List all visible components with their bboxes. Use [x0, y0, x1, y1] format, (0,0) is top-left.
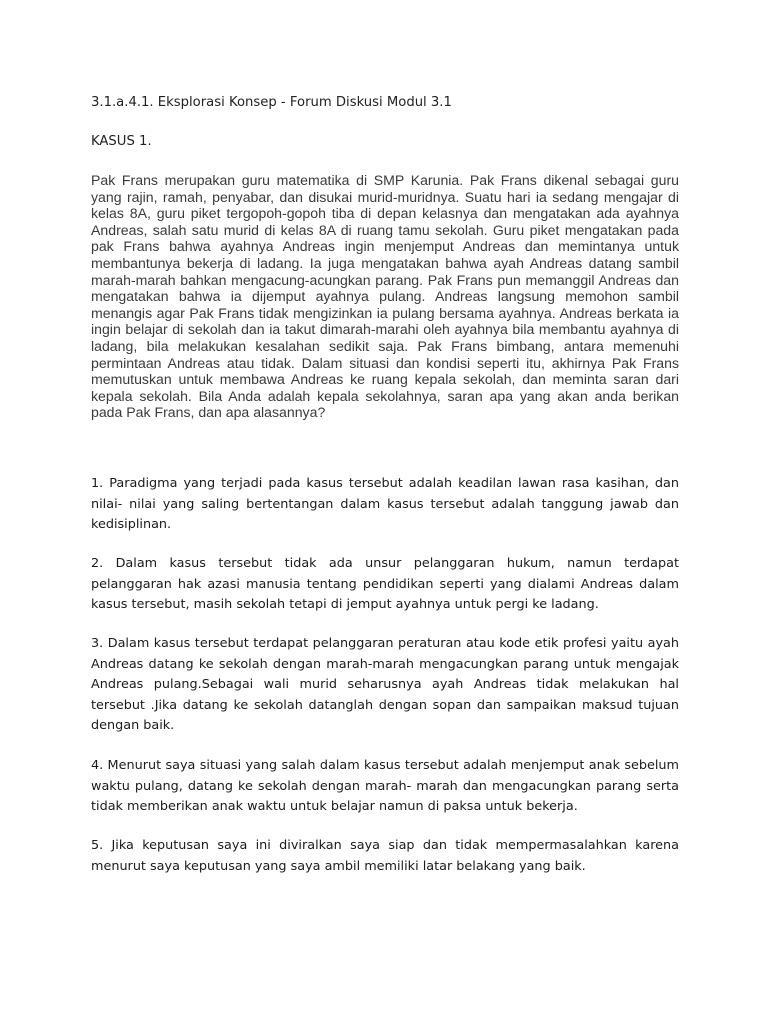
answer-paragraph-2: 2. Dalam kasus tersebut tidak ada unsur pelanggaran hukum, namun terdapat pelanggaran hak azasi manusia tentang pendidikan seperti yang dialami Andreas dalam kasus tersebut, masih sekolah tetapi di jemput ayahnya untuk pergi ke ladang.	[91, 556, 679, 613]
case-description: Pak Frans merupakan guru matematika di SMP Karunia. Pak Frans dikenal sebagai guru yang rajin, ramah, penyabar, dan disukai murid-muridnya. Suatu hari ia sedang mengajar di kelas 8A, guru piket tergopoh-gopoh tiba di depan kelasnya dan mengatakan ada ayahnya Andreas, salah satu murid di kelas 8A di ruang tamu sekolah. Guru piket mengatakan pada pak Frans bahwa ayahnya Andreas ingin menjemput Andreas dan memintanya untuk membantunya bekerja di ladang. Ia juga mengatakan bahwa ayah Andreas datang sambil marah-marah bahkan mengacung-acungkan parang. Pak Frans pun memanggil Andreas dan mengatakan bahwa ia dijemput ayahnya pulang. Andreas langsung memohon sambil menangis agar Pak Frans tidak mengizinkan ia pulang bersama ayahnya. Andreas berkata ia ingin belajar di sekolah dan ia takut dimarah-marahi oleh ayahnya bila membantu ayahnya di ladang, bila melakukan kesalahan sedikit saja. Pak Frans bimbang, antara memenuhi permintaan Andreas atau tidak. Dalam situasi dan kondisi seperti itu, akhirnya Pak Frans memutuskan untuk membawa Andreas ke ruang kepala sekolah, dan meminta saran dari kepala sekolah. Bila Anda adalah kepala sekolahnya, saran apa yang akan anda berikan pada Pak Frans, dan apa alasannya?	[91, 172, 679, 421]
document-title: 3.1.a.4.1. Eksplorasi Konsep - Forum Diskusi Modul 3.1	[91, 95, 452, 110]
answer-paragraph-5: 5. Jika keputusan saya ini diviralkan saya siap dan tidak mempermasalahkan karena menurut saya keputusan yang saya ambil memiliki latar belakang yang baik.	[91, 838, 679, 874]
case-label: KASUS 1.	[91, 134, 152, 149]
answer-paragraph-4: 4. Menurut saya situasi yang salah dalam kasus tersebut adalah menjemput anak sebelum waktu pulang, datang ke sekolah dengan marah- marah dan mengacungkan parang serta tidak memberikan anak waktu untuk belajar namun di paksa untuk bekerja.	[91, 758, 679, 815]
answer-paragraph-1: 1. Paradigma yang terjadi pada kasus tersebut adalah keadilan lawan rasa kasihan, dan nilai- nilai yang saling bertentangan dalam kasus tersebut adalah tanggung jawab dan kedisiplinan.	[91, 476, 679, 533]
answer-paragraph-3: 3. Dalam kasus tersebut terdapat pelanggaran peraturan atau kode etik profesi yaitu ayah Andreas datang ke sekolah dengan marah-marah mengacungkan parang untuk mengajak Andreas pulang.Sebagai wali murid seharusnya ayah Andreas tidak melakukan hal tersebut .Jika datang ke sekolah datanglah dengan sopan dan sampaikan maksud tujuan dengan baik.	[91, 636, 679, 734]
